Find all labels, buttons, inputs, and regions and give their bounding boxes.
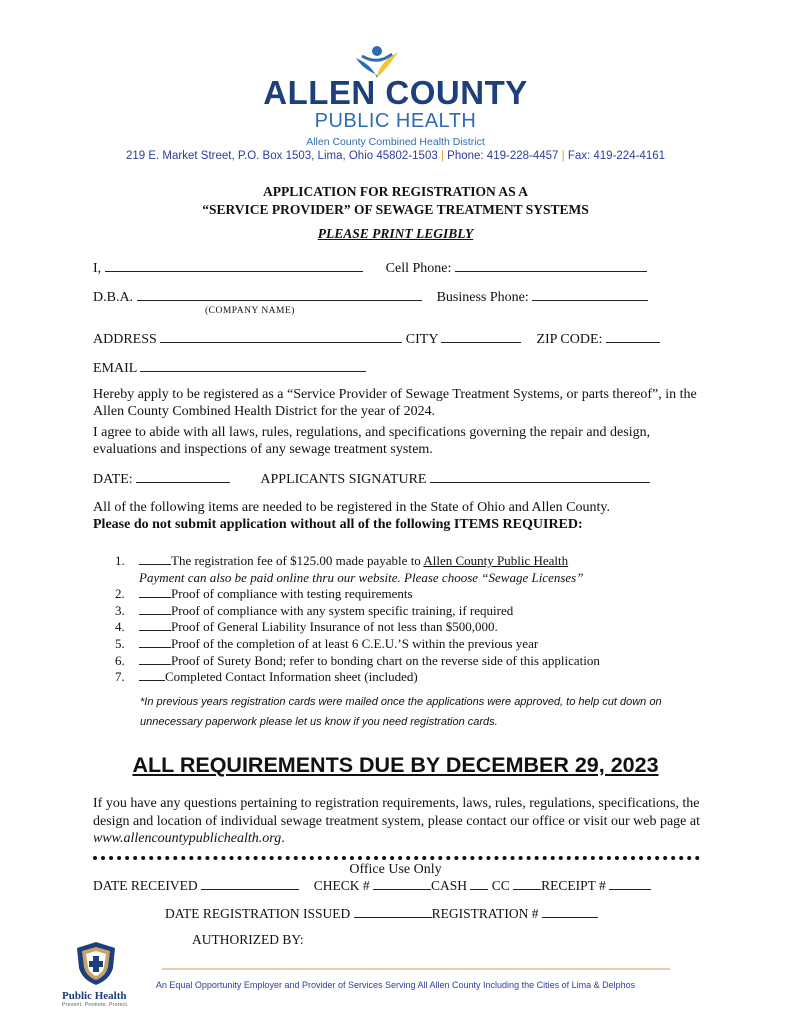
date-field[interactable] [136,471,230,483]
date-received-label: DATE RECEIVED [93,878,198,893]
date-issued-field[interactable] [354,906,432,918]
authorized-row [192,932,304,948]
divider [93,856,700,860]
cash-field[interactable] [470,878,488,890]
separator: | [561,150,565,162]
signature-field[interactable] [430,471,650,483]
list-item: 6. Proof of Surety Bond; refer to bonding chart on the reverse side of this application [115,652,600,668]
checkbox-blank[interactable] [139,587,171,598]
agree-statement: I agree to abide with all laws, rules, regulations, and specifications governing the repair and design, evaluations and inspections of any sewage treatment system. [93,425,651,457]
zip-field[interactable] [606,331,660,343]
requirements-list [115,553,600,686]
form-title-line1: APPLICATION FOR REGISTRATION AS A [262,184,529,199]
office-row-2 [165,906,598,922]
org-name: ALLEN COUNTY [263,74,528,111]
receipt-field[interactable] [609,878,651,890]
company-name-hint: (COMPANY NAME) [205,306,295,316]
registration-card-note: *In previous years registration cards were mailed once the applications were approved, to help cut down on unnecessary paperwork please let us know if you need registration cards. [140,696,662,728]
list-item: 7. Completed Contact Information sheet (included) [115,669,418,685]
cc-field[interactable] [513,878,541,890]
list-item: 2. Proof of compliance with testing requirements [115,586,413,602]
office-row-1 [93,878,651,894]
public-health-badge-label: Public Health [62,990,127,1002]
city-label: CITY [405,332,438,347]
check-label: CHECK # [313,878,370,893]
name-row [93,260,647,277]
org-district: Allen County Combined Health District [306,136,485,148]
contact-paragraph: If you have any questions pertaining to registration requirements, laws, rules, regulations, specifications, the design and location of individual sewage treatment system, please contact our office or visit our web page at www.allencountypublichealth.org. [93,796,700,846]
print-legibly-note: PLEASE PRINT LEGIBLY [317,226,474,241]
business-phone-label: Business Phone: [436,290,529,305]
org-fax: Fax: 419-224-4161 [567,150,666,162]
date-label: DATE: [93,472,133,487]
signature-label: APPLICANTS SIGNATURE [260,472,427,487]
items-warning: Please do not submit application without all of the following ITEMS REQUIRED: [93,517,583,532]
list-item: 3. Proof of compliance with any system specific training, if required [115,602,514,618]
payee-name: Allen County Public Health [423,553,569,568]
form-title-line2: “SERVICE PROVIDER” OF SEWAGE TREATMENT SYSTEMS [202,202,589,217]
checkbox-blank[interactable] [139,670,165,681]
email-field[interactable] [140,360,366,372]
org-address: 219 E. Market Street, P.O. Box 1503, Lima, Ohio 45802-1503 [125,150,438,162]
dba-field[interactable] [137,289,422,301]
org-contact-line [0,150,791,162]
org-subtitle: PUBLIC HEALTH [314,110,477,132]
cash-label: CASH [431,878,468,893]
office-use-title: Office Use Only [349,862,442,877]
zip-label: ZIP CODE: [536,332,603,347]
date-received-field[interactable] [201,878,299,890]
business-phone-field[interactable] [532,289,648,301]
cc-label: CC [491,878,510,893]
date-issued-label: DATE REGISTRATION ISSUED [165,906,351,921]
dba-row [93,289,648,306]
address-row [93,331,660,348]
cell-phone-field[interactable] [455,260,647,272]
email-label: EMAIL [93,361,137,376]
list-item: 1. The registration fee of $125.00 made payable to Allen County Public Health [115,553,569,568]
apply-statement: Hereby apply to be registered as a “Service Provider of Sewage Treatment Systems, or parts thereof”, in the Allen County Combined Health District for the year of 2024. [93,387,697,419]
signature-row [93,471,650,488]
checkbox-blank[interactable] [139,637,171,648]
payment-note: Payment can also be paid online thru our website. Please choose “Sewage Licenses” [139,569,584,585]
registration-number-field[interactable] [542,906,598,918]
website-link[interactable]: www.allencountypublichealth.org [93,831,282,846]
list-item: 4. Proof of General Liability Insurance of not less than $500,000. [115,619,498,635]
public-health-badge-tagline: Prevent. Promote. Protect. [62,1002,129,1008]
list-item: 5. Proof of the completion of at least 6 C.E.U.’S within the previous year [115,635,539,651]
footer-divider [162,968,670,970]
items-intro: All of the following items are needed to be registered in the State of Ohio and Allen County. [93,500,610,515]
email-row [93,360,366,377]
name-field[interactable] [105,260,363,272]
checkbox-blank[interactable] [139,554,171,565]
receipt-label: RECEIPT # [541,878,606,893]
deadline-heading: ALL REQUIREMENTS DUE BY DECEMBER 29, 2023 [132,753,659,777]
authorized-label: AUTHORIZED BY: [192,932,304,947]
org-phone: Phone: 419-228-4457 [447,150,559,162]
checkbox-blank[interactable] [139,604,171,615]
check-field[interactable] [373,878,431,890]
city-field[interactable] [441,331,521,343]
dba-label: D.B.A. [93,290,134,305]
cell-phone-label: Cell Phone: [385,261,452,276]
registration-number-label: REGISTRATION # [431,906,539,921]
name-label: I, [93,261,102,276]
checkbox-blank[interactable] [139,654,171,665]
separator: | [440,150,444,162]
address-field[interactable] [160,331,402,343]
address-label: ADDRESS [93,332,157,347]
footer-text: An Equal Opportunity Employer and Provider of Services Serving All Allen County Including the Cities of Lima & Delphos [155,980,636,990]
checkbox-blank[interactable] [139,620,171,631]
